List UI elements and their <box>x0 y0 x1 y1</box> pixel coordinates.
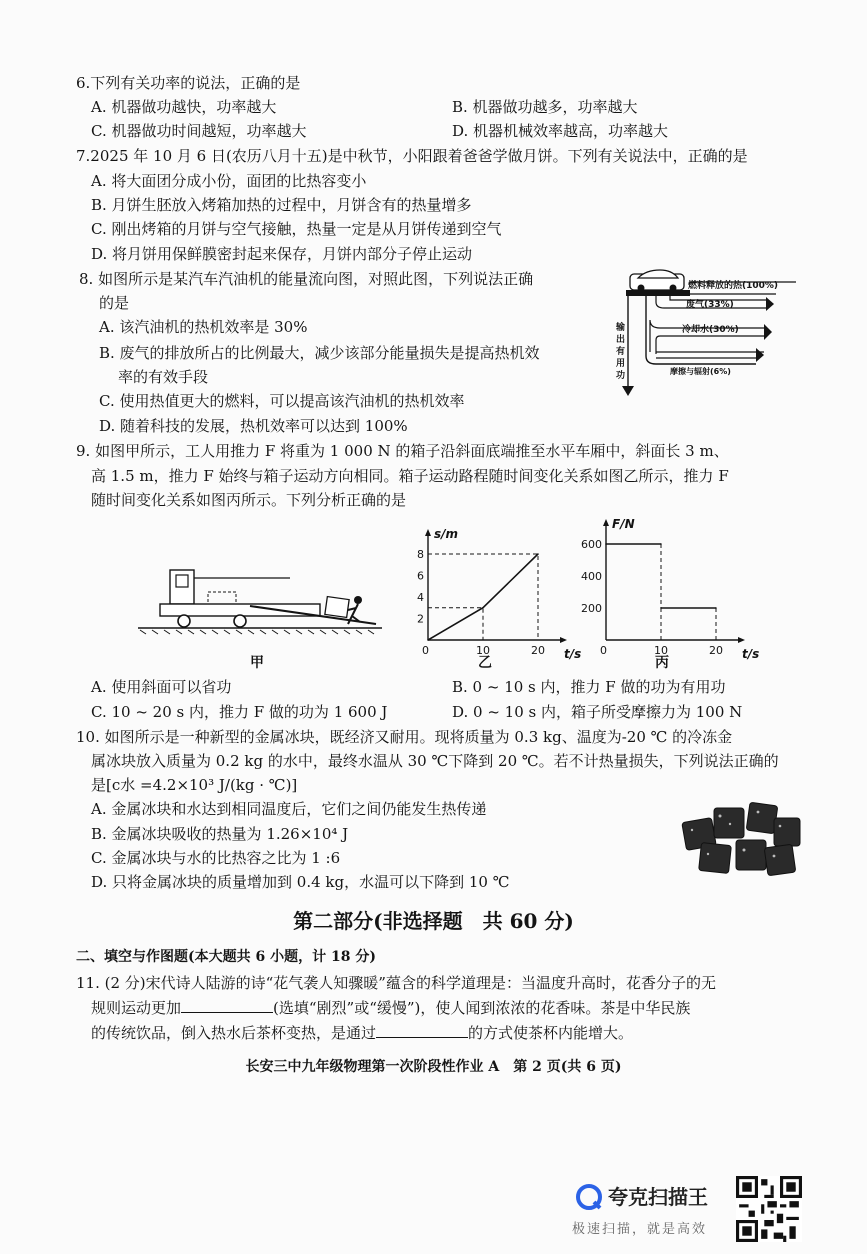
fig-label-exhaust: 废气(33%) <box>686 300 734 310</box>
q11-line2-text-a: 规则运动更加 <box>91 999 182 1017</box>
q10-stem-line1: 10. 如图所示是一种新型的金属冰块，既经济又耐用。现将质量为 0.3 kg、温度为-20 ℃ 的冷冻金 <box>76 728 733 746</box>
figure-caption-bing: 丙 <box>655 655 669 671</box>
x-tick-label: 20 <box>531 644 545 657</box>
q7-option-d: D. 将月饼用保鲜膜密封起来保存，月饼内部分子停止运动 <box>91 245 473 263</box>
y-tick-label: 200 <box>581 602 602 615</box>
q10-option-d: D. 只将金属冰块的质量增加到 0.4 kg，水温可以下降到 10 ℃ <box>91 873 510 891</box>
y-tick-label: 2 <box>417 612 424 626</box>
x-tick-label: 10 <box>654 644 668 657</box>
guide-line <box>661 608 716 640</box>
metal-ice-cubes-image <box>680 800 805 882</box>
q9-option-d: D. 0 ~ 10 s 内，箱子所受摩擦力为 100 N <box>452 703 743 721</box>
useful-char: 功 <box>616 371 626 381</box>
figure-caption-yi: 乙 <box>478 655 492 671</box>
fig-label-coolant: 冷却水(30%) <box>682 325 739 335</box>
q8-stem-line2: 的是 <box>99 294 130 312</box>
data-point <box>660 607 662 609</box>
friction-arrow <box>656 352 764 358</box>
q9-stem-line3: 随时间变化关系如图丙所示。下列分析正确的是 <box>91 491 407 509</box>
worker-icon <box>348 596 362 624</box>
q9-stem-line1: 9. 如图甲所示，工人用推力 F 将重为 1 000 N 的箱子沿斜面底端推至水平车厢中，斜面长 3 m、 <box>76 442 729 460</box>
figure-caption-jia: 甲 <box>250 655 264 671</box>
q10-option-c: C. 金属冰块与水的比热容之比为 1 :6 <box>91 849 341 867</box>
q6-option-a: A. 机器做功越快，功率越大 <box>91 98 277 116</box>
qr-code-icon <box>736 1176 802 1242</box>
q11-line2-text-b: (选填“剧烈”或“缓慢”)，使人闻到浓浓的花香味。茶是中华民族 <box>273 999 691 1017</box>
q11-line2 <box>91 997 690 1019</box>
y-tick-label: 8 <box>417 548 424 561</box>
data-point <box>427 639 429 641</box>
data-point <box>605 543 607 545</box>
q6-stem: 6.下列有关功率的说法，正确的是 <box>76 74 301 92</box>
distance-time-chart <box>402 522 582 662</box>
guide-line <box>428 554 538 640</box>
data-point <box>482 607 484 609</box>
box-icon <box>325 597 349 618</box>
fig-label-fuel: 燃料释放的热(100%) <box>688 281 779 291</box>
q10-option-b: B. 金属冰块吸收的热量为 1.26×10⁴ J <box>91 825 349 843</box>
data-point <box>660 543 662 545</box>
q7-option-a: A. 将大面团分成小份，面团的比热容变小 <box>91 172 367 190</box>
q11-line3 <box>91 1022 633 1044</box>
truck-incline-figure <box>130 560 390 640</box>
useful-char: 出 <box>616 335 626 345</box>
useful-char: 有 <box>616 347 626 357</box>
q9-option-a: A. 使用斜面可以省功 <box>91 678 232 696</box>
q10-option-a: A. 金属冰块和水达到相同温度后，它们之间仍能发生热传递 <box>91 800 487 818</box>
x-axis-arrow <box>560 637 567 643</box>
y-axis-label: F/N <box>612 517 635 531</box>
fig-label-friction: 摩擦与辐射(6%) <box>670 367 731 376</box>
x-tick-label: 10 <box>476 644 490 657</box>
q9-stem-line2: 高 1.5 m，推力 F 始终与箱子运动方向相同。箱子运动路程随时间变化关系如图乙所示，推力 F <box>91 467 729 485</box>
truck-icon <box>160 570 320 627</box>
scanner-logo-icon <box>576 1184 602 1210</box>
data-point <box>715 607 717 609</box>
q6-option-b: B. 机器做功越多，功率越大 <box>452 98 638 116</box>
useful-char: 用 <box>616 359 626 369</box>
force-time-chart <box>572 514 762 662</box>
q9-option-c: C. 10 ~ 20 s 内，推力 F 做的功为 1 600 J <box>91 703 388 721</box>
q11-line1: 11. (2 分)宋代诗人陆游的诗“花气袭人知骤暖”蕴含的科学道理是：当温度升高时，花香分子的无 <box>76 974 716 992</box>
fig-label-useful-work <box>615 321 625 381</box>
x-axis-label: t/s <box>742 647 760 661</box>
q8-stem-line1: 8. 如图所示是某汽车汽油机的能量流向图，对照此图，下列说法正确 <box>79 270 534 288</box>
q8-option-a: A. 该汽油机的热机效率是 30% <box>99 318 308 336</box>
y-tick-label: 4 <box>417 591 424 604</box>
q6-option-d: D. 机器机械效率越高，功率越大 <box>452 122 669 140</box>
y-tick-label: 600 <box>581 538 602 551</box>
q6-option-c: C. 机器做功时间越短，功率越大 <box>91 122 307 140</box>
engine-energy-flow-diagram <box>616 268 806 398</box>
car-icon <box>630 270 684 292</box>
q11-line3-text-a: 的传统饮品，倒入热水后茶杯变热，是通过 <box>91 1024 377 1042</box>
q8-option-c: C. 使用热值更大的燃料，可以提高该汽油机的热机效率 <box>99 392 465 410</box>
q9-option-b: B. 0 ~ 10 s 内，推力 F 做的功为有用功 <box>452 678 726 696</box>
answer-blank-2[interactable] <box>376 1023 468 1038</box>
data-point <box>537 553 539 555</box>
q8-option-b-line1: B. 废气的排放所占的比例最大，减少该部分能量损失是提高热机效 <box>99 344 540 362</box>
q7-stem: 7.2025 年 10 月 6 日(农历八月十五)是中秋节，小阳跟着爸爸学做月饼。下列有关说法中，正确的是 <box>76 147 748 165</box>
q7-option-b: B. 月饼生胚放入烤箱加热的过程中，月饼含有的热量增多 <box>91 196 472 214</box>
x-tick-label: 20 <box>709 644 723 657</box>
y-tick-label: 6 <box>417 569 424 583</box>
y-axis-label: s/m <box>434 527 459 541</box>
watermark-brand: 夸克扫描王 <box>608 1185 708 1209</box>
y-axis-arrow <box>425 529 431 536</box>
y-axis-arrow <box>603 519 609 526</box>
answer-blank-1[interactable] <box>181 998 273 1013</box>
q7-option-c: C. 刚出烤箱的月饼与空气接触，热量一定是从月饼传递到空气 <box>91 220 502 238</box>
origin-label: 0 <box>422 644 429 657</box>
section2-heading: 二、填空与作图题(本大题共 6 小题，计 18 分) <box>76 949 376 965</box>
q10-stem-line3: 是[c水 =4.2×10³ J/(kg · ℃)] <box>91 776 298 794</box>
q10-stem-line2: 属冰块放入质量为 0.2 kg 的水中，最终水温从 30 ℃下降到 20 ℃。若不计热量损失，下列说法正确的 <box>91 752 779 770</box>
x-axis-arrow <box>738 637 745 643</box>
watermark-slogan: 极速扫描，就是高效 <box>572 1222 708 1237</box>
useful-char: 输 <box>616 323 626 333</box>
x-axis-label: t/s <box>564 647 582 661</box>
part2-heading: 第二部分(非选择题 共 60 分) <box>293 909 574 933</box>
q11-line3-text-b: 的方式使茶杯内能增大。 <box>468 1024 634 1042</box>
distance-series-line <box>428 554 538 640</box>
y-tick-label: 400 <box>581 570 602 583</box>
origin-label: 0 <box>600 644 607 657</box>
q8-option-b-line2: 率的有效手段 <box>118 368 209 386</box>
page-footer: 长安三中九年级物理第一次阶段性作业 A 第 2 页(共 6 页) <box>245 1059 622 1075</box>
q8-option-d: D. 随着科技的发展，热机效率可以达到 100% <box>99 417 408 435</box>
